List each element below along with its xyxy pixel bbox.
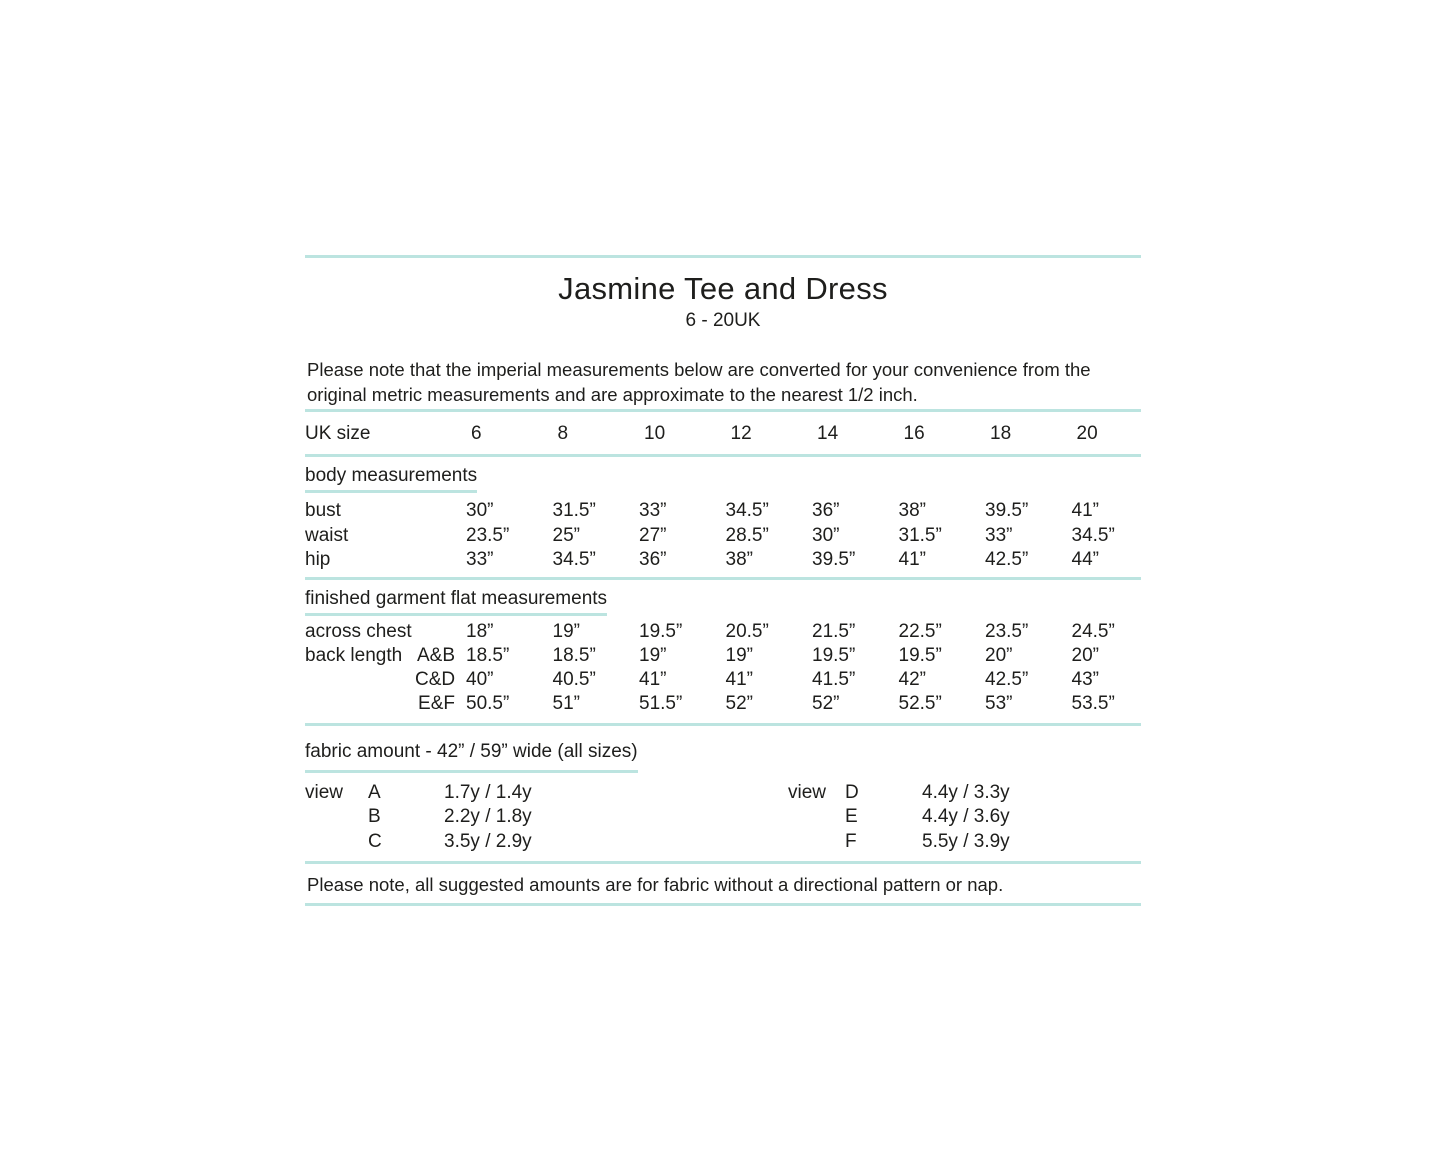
measurement-cell: 43”	[1071, 668, 1099, 690]
divider-top	[305, 255, 1141, 258]
fabric-amount-value: 1.7y / 1.4y	[444, 781, 532, 803]
measurement-cell: 33”	[466, 549, 494, 570]
measurement-cell: 38”	[725, 549, 753, 570]
measurement-cell: 53”	[985, 692, 1013, 714]
measurement-cell: 18”	[466, 620, 494, 642]
row-letters	[415, 548, 466, 573]
fabric-amount-table	[305, 781, 1141, 855]
spacer-cell	[788, 830, 845, 855]
row-label: across chest	[305, 620, 412, 642]
measurement-cell: 19.5”	[639, 620, 683, 642]
measurement-cell: 19”	[552, 620, 580, 642]
measurement-cell: 34.5”	[552, 549, 596, 570]
measurement-cell: 36”	[812, 500, 840, 521]
measurement-cell: 19.5”	[898, 644, 942, 666]
uk-size-label: UK size	[305, 423, 371, 444]
fabric-note: Please note, all suggested amounts are for fabric without a directional pattern or nap.	[307, 874, 1004, 895]
measurement-cell: 30”	[466, 500, 494, 521]
measurement-cell: 52”	[812, 692, 840, 714]
measurement-cell: 51.5”	[639, 692, 683, 714]
measurement-cell: 41”	[1071, 500, 1099, 521]
fabric-view-letter: E	[845, 806, 858, 827]
measurement-cell: 18.5”	[552, 644, 596, 666]
measurement-cell: 20”	[985, 644, 1013, 666]
row-label	[305, 668, 415, 692]
measurement-cell: 18.5”	[466, 644, 510, 666]
measurement-cell: 27”	[639, 524, 667, 546]
measurement-cell: 51”	[552, 692, 580, 714]
fabric-amount-value: 4.4y / 3.3y	[922, 781, 1010, 803]
fabric-amount-value: 2.2y / 1.8y	[444, 806, 532, 827]
size-header-cell: 14	[817, 423, 839, 444]
fabric-view-label: view	[305, 781, 344, 803]
measurement-cell: 39.5”	[812, 549, 856, 570]
fabric-view-letter: F	[845, 830, 857, 852]
row-letters: C&D	[415, 668, 456, 690]
measurement-cell: 19.5”	[812, 644, 856, 666]
measurement-cell: 20”	[1071, 644, 1099, 666]
table-row	[305, 644, 1141, 668]
measurement-cell: 42.5”	[985, 549, 1029, 570]
measurement-cell: 23.5”	[985, 620, 1029, 642]
table-row	[305, 668, 1141, 692]
measurement-cell: 52.5”	[898, 692, 942, 714]
fabric-amount-value: 5.5y / 3.9y	[922, 830, 1010, 852]
size-chart-content	[305, 255, 1141, 906]
measurement-cell: 30”	[812, 524, 840, 546]
size-header-cell: 20	[1076, 423, 1098, 444]
measurement-cell: 36”	[639, 549, 667, 570]
measurement-cell: 44”	[1071, 549, 1099, 570]
measurement-cell: 25”	[552, 524, 580, 546]
measurement-cell: 24.5”	[1071, 620, 1115, 642]
body-measurements-table	[305, 499, 1141, 573]
body-measurements-heading: body measurements	[305, 464, 477, 493]
measurement-cell: 33”	[639, 500, 667, 521]
measurement-cell: 22.5”	[898, 620, 942, 642]
page-title: Jasmine Tee and Dress	[558, 271, 888, 306]
fabric-amount-value: 4.4y / 3.6y	[922, 806, 1010, 827]
measurement-cell: 40.5”	[552, 668, 596, 690]
measurement-cell: 39.5”	[985, 500, 1029, 521]
measurement-cell: 41”	[725, 668, 753, 690]
measurement-cell: 34.5”	[725, 500, 769, 521]
size-header-cell: 8	[557, 423, 569, 444]
row-letters	[415, 524, 466, 549]
measurement-cell: 41”	[639, 668, 667, 690]
fabric-view-label: view	[788, 781, 827, 803]
measurement-cell: 41”	[898, 549, 926, 570]
measurement-cell: 19”	[639, 644, 667, 666]
measurement-cell: 21.5”	[812, 620, 856, 642]
measurement-cell: 31.5”	[552, 500, 596, 521]
table-row	[305, 499, 1141, 524]
spacer-cell	[788, 805, 845, 830]
measurement-cell: 20.5”	[725, 620, 769, 642]
fabric-amount-heading: fabric amount - 42” / 59” wide (all sizes)	[305, 740, 638, 773]
fabric-view-letter: D	[845, 781, 859, 803]
size-header-cell: 18	[990, 423, 1012, 444]
size-header-cell: 10	[644, 423, 666, 444]
row-label: bust	[305, 500, 341, 521]
measurement-cell: 38”	[898, 500, 926, 521]
spacer-cell	[415, 422, 466, 446]
row-label	[305, 692, 415, 716]
measurement-cell: 42.5”	[985, 668, 1029, 690]
fabric-view-letter: B	[368, 806, 381, 827]
row-label: waist	[305, 524, 349, 546]
divider	[305, 861, 1141, 864]
table-row	[305, 524, 1141, 549]
measurement-cell: 42”	[898, 668, 926, 690]
spacer-cell	[305, 805, 368, 830]
measurement-cell: 40”	[466, 668, 494, 690]
table-row	[305, 620, 1141, 644]
measurement-cell: 53.5”	[1071, 692, 1115, 714]
measurement-cell: 19”	[725, 644, 753, 666]
size-header-cell: 12	[730, 423, 752, 444]
row-label: back length	[305, 644, 403, 666]
row-label: hip	[305, 549, 331, 570]
measurement-cell: 52”	[725, 692, 753, 714]
measurement-cell: 28.5”	[725, 524, 769, 546]
divider	[305, 577, 1141, 580]
size-header-cell: 16	[903, 423, 925, 444]
row-letters	[415, 499, 466, 524]
measurement-cell: 31.5”	[898, 524, 942, 546]
table-row	[305, 692, 1141, 716]
fabric-view-letter: A	[368, 781, 381, 803]
garment-measurements-table	[305, 620, 1141, 716]
garment-measurements-heading: finished garment flat measurements	[305, 587, 607, 616]
table-row	[305, 548, 1141, 573]
divider	[305, 723, 1141, 726]
fabric-view-letter: C	[368, 830, 382, 852]
measurement-cell: 33”	[985, 524, 1013, 546]
measurement-cell: 41.5”	[812, 668, 856, 690]
divider-bottom	[305, 903, 1141, 906]
row-letters	[415, 620, 466, 644]
row-letters: A&B	[416, 644, 455, 666]
fabric-amount-value: 3.5y / 2.9y	[444, 830, 532, 852]
uk-size-header-row	[305, 412, 1141, 454]
intro-note: Please note that the imperial measurements below are converted for your convenience from the original metric measurements and are approximate to the nearest 1/2 inch.	[307, 359, 1091, 405]
measurement-cell: 34.5”	[1071, 524, 1115, 546]
size-header-cell: 6	[471, 423, 482, 444]
measurement-cell: 50.5”	[466, 692, 510, 714]
divider	[305, 454, 1141, 457]
measurement-cell: 23.5”	[466, 524, 510, 546]
row-letters: E&F	[418, 692, 455, 714]
spacer-cell	[305, 830, 368, 855]
size-range-subtitle: 6 - 20UK	[685, 310, 761, 331]
